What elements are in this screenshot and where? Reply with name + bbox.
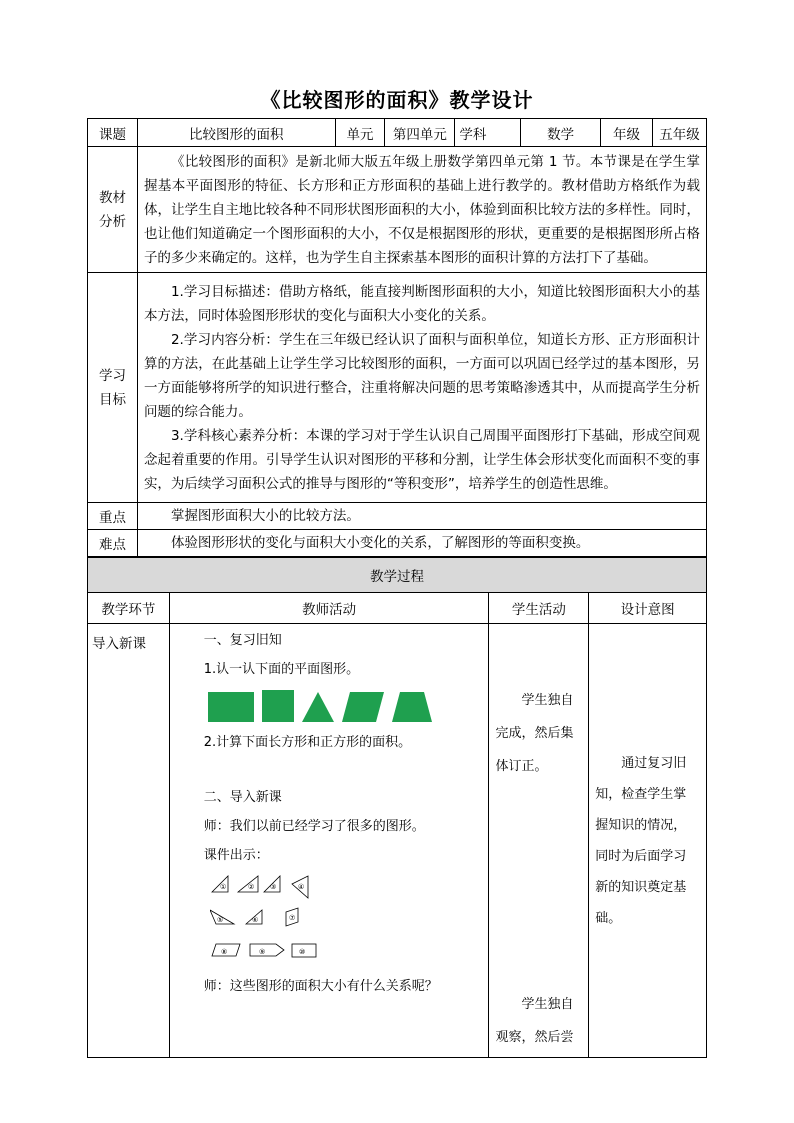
green-triangle bbox=[302, 692, 334, 722]
fig-label-6: ⑥ bbox=[251, 916, 259, 924]
fig-label-4: ④ bbox=[297, 883, 305, 891]
intro-line-1: 师：我们以前已经学习了很多的图形。 bbox=[203, 819, 425, 834]
fig-label-2: ② bbox=[247, 883, 255, 891]
green-square bbox=[262, 690, 294, 722]
difficulty-label: 难点 bbox=[88, 530, 138, 557]
fig-label-10: ⑩ bbox=[298, 948, 306, 956]
difficulty-text: 体验图形形状的变化与面积大小变化的关系，了解图形的等面积变换。 bbox=[170, 535, 590, 551]
course-label: 课题 bbox=[88, 119, 138, 147]
intro-question: 师：这些图形的面积大小有什么关系呢？ bbox=[203, 979, 438, 994]
courseware-figures bbox=[210, 874, 330, 970]
review-item-2: 2.计算下面长方形和正方形的面积。 bbox=[203, 735, 412, 750]
document-title: 《比较图形的面积》教学设计 bbox=[260, 88, 534, 112]
grade-label: 年级 bbox=[601, 119, 653, 147]
fig-label-3: ③ bbox=[269, 883, 277, 891]
unit-value: 第四单元 bbox=[385, 119, 455, 147]
col-student: 学生活动 bbox=[489, 593, 589, 624]
material-text: 《比较图形的面积》是新北师大版五年级上册数学第四单元第 1 节。本节课是在学生掌握基本平面图形的特征、长方形和正方形面积的基础上进行教学的。教材借助方格纸作为载体，让学生自主地比较各种不同形状图形面积的大小，体验到面积比较方法的多样性。同时，也让他们知道确定一个图形面积的大小，不仅是根据图形的形状，更重要的是根据图形所占格子的多少来确定的。这样，也为学生自主探索基本图形的面积计算的方法打下了基础。 bbox=[143, 153, 700, 266]
grade-value: 五年级 bbox=[653, 119, 707, 147]
student-activity-1: 学生独自完成，然后集体订正。 bbox=[495, 693, 574, 774]
green-rectangle bbox=[208, 692, 254, 722]
student-activity-2: 学生独自观察，然后尝 bbox=[495, 997, 574, 1045]
review-heading: 一、复习旧知 bbox=[203, 633, 282, 648]
subject-value: 数学 bbox=[521, 119, 601, 147]
process-title: 教学过程 bbox=[88, 558, 707, 593]
teacher-activity-cell bbox=[169, 624, 489, 1058]
goals-p2: 2.学习内容分析：学生在三年级已经认识了面积与面积单位，知道长方形、正方形面积计算的方法，在此基础上让学生学习比较图形的面积，一方面可以巩固已经学过的基本图形，另一方面能够将所学的知识进行整合，注重将解决问题的思考策略渗透其中，从而提高学生分析问题的综合能力。 bbox=[143, 331, 700, 420]
fig-label-1: ① bbox=[219, 883, 227, 891]
process-table bbox=[87, 557, 707, 1058]
overview-table bbox=[87, 118, 707, 557]
goals-p3: 3.学科核心素养分析：本课的学习对于学生认识自己周围平面图形打下基础，形成空间观念起着重要的作用。引导学生认识对图形的平移和分割，让学生体会形状变化而面积不变的事实，为后续学习面积公式的推导与图形的“等积变形”，培养学生的创造性思维。 bbox=[143, 427, 700, 492]
student-activity-cell bbox=[489, 624, 589, 1058]
key-point-text: 掌握图形面积大小的比较方法。 bbox=[170, 508, 360, 524]
plane-shapes bbox=[208, 690, 489, 722]
unit-label: 单元 bbox=[335, 119, 385, 147]
design-intent-cell: 通过复习旧知，检查学生掌握知识的情况，同时为后面学习新的知识奠定基础。 bbox=[589, 624, 707, 1058]
intro-heading: 二、导入新课 bbox=[203, 790, 282, 805]
fig-label-9: ⑨ bbox=[258, 948, 266, 956]
subject-label: 学科 bbox=[455, 119, 521, 147]
col-intent: 设计意图 bbox=[589, 593, 707, 624]
intro-line-2: 课件出示： bbox=[203, 848, 269, 863]
material-label: 教材分析 bbox=[88, 147, 138, 273]
goals-label: 学习目标 bbox=[88, 273, 138, 503]
fig-label-8: ⑧ bbox=[220, 948, 228, 956]
stage-cell: 导入新课 bbox=[88, 624, 170, 1058]
green-trapezoid bbox=[392, 692, 432, 722]
key-point-label: 重点 bbox=[88, 503, 138, 530]
fig-label-7: ⑦ bbox=[288, 914, 296, 922]
green-parallelogram bbox=[342, 692, 384, 722]
review-item-1: 1.认一认下面的平面图形。 bbox=[203, 662, 360, 677]
goals-p1: 1.学习目标描述：借助方格纸，能直接判断图形面积的大小，知道比较图形面积大小的基本方法，同时体验图形形状的变化与面积大小变化的关系。 bbox=[143, 283, 700, 324]
course-value: 比较图形的面积 bbox=[137, 119, 335, 147]
col-teacher: 教师活动 bbox=[169, 593, 489, 624]
col-stage: 教学环节 bbox=[88, 593, 170, 624]
fig-label-5: ⑤ bbox=[216, 916, 224, 924]
